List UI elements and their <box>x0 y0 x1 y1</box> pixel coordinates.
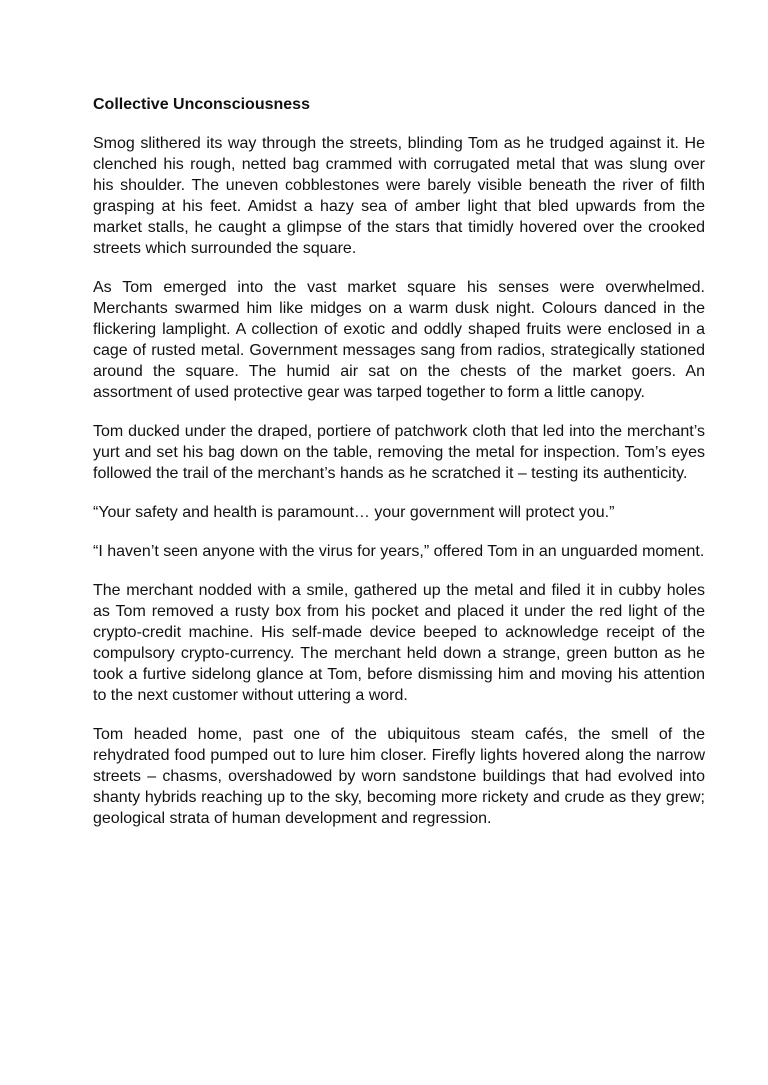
document-title: Collective Unconsciousness <box>93 96 310 113</box>
document-page <box>93 94 705 847</box>
paragraph: The merchant nodded with a smile, gathered up the metal and filed it in cubby holes as Tom removed a rusty box from his pocket and placed it under the red light of the crypto-credit machine. His self-made device beeped to acknowledge receipt of the compulsory crypto-currency. The merchant held down a strange, green button as he took a furtive sidelong glance at Tom, before dismissing him and moving his attention to the next customer without uttering a word. <box>93 582 705 704</box>
paragraph: “Your safety and health is paramount… your government will protect you.” <box>93 504 615 521</box>
paragraph: Tom headed home, past one of the ubiquitous steam cafés, the smell of the rehydrated food pumped out to lure him closer. Firefly lights hovered along the narrow streets – chasms, overshadowed by worn sandstone buildings that had evolved into shanty hybrids reaching up to the sky, becoming more rickety and crude as they grew; geological strata of human development and regression. <box>93 726 705 827</box>
paragraph: Smog slithered its way through the streets, blinding Tom as he trudged against it. He clenched his rough, netted bag crammed with corrugated metal that was slung over his shoulder. The uneven cobblestones were barely visible beneath the river of filth grasping at his feet. Amidst a hazy sea of amber light that bled upwards from the market stalls, he caught a glimpse of the stars that timidly hovered over the crooked streets which surrounded the square. <box>93 135 705 257</box>
paragraph: As Tom emerged into the vast market square his senses were overwhelmed. Merchants swarmed him like midges on a warm dusk night. Colours danced in the flickering lamplight. A collection of exotic and oddly shaped fruits were enclosed in a cage of rusted metal. Government messages sang from radios, strategically stationed around the square. The humid air sat on the chests of the market goers. An assortment of used protective gear was tarped together to form a little canopy. <box>93 279 705 401</box>
paragraph: “I haven’t seen anyone with the virus for years,” offered Tom in an unguarded moment. <box>93 543 705 560</box>
paragraph: Tom ducked under the draped, portiere of patchwork cloth that led into the merchant’s yurt and set his bag down on the table, removing the metal for inspection. Tom’s eyes followed the trail of the merchant’s hands as he scratched it – testing its authenticity. <box>93 423 705 482</box>
